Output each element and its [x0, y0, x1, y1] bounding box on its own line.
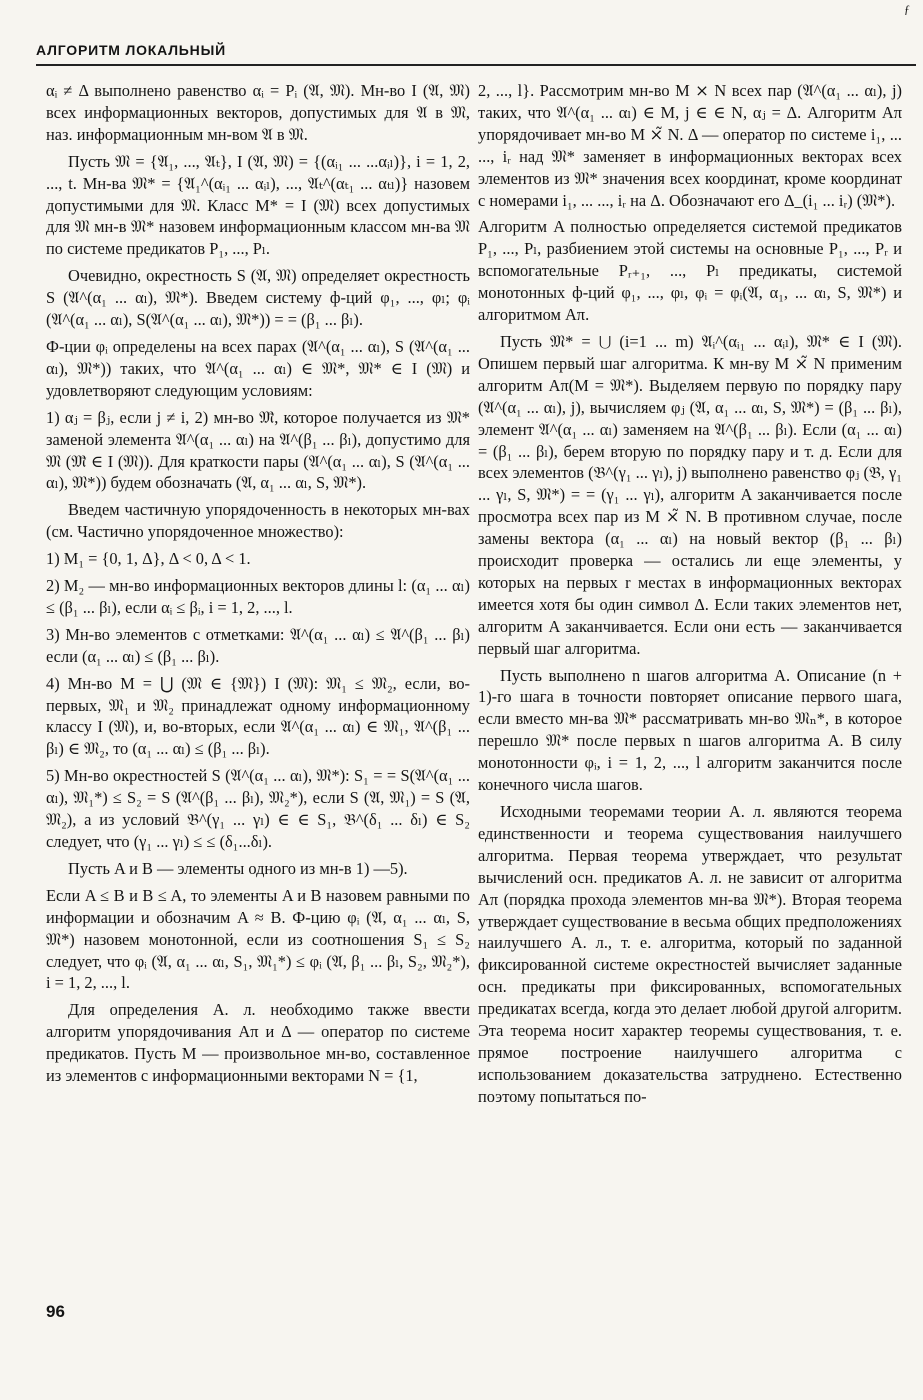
- paragraph: Алгоритм A полностью определяется системой предикатов P₁, ..., Pₗ, разбиением этой системы на основные P₁, ..., Pᵣ и вспомогательные Pᵣ₊₁, ..., Pₗ предикаты, системой монотонных ф-ций φ₁, ..., φₗ, φᵢ = φᵢ(𝔄, α₁, ... αₗ, S, 𝔐*) и алгоритмом Aπ.: [478, 217, 902, 325]
- paragraph: 2, ..., l}. Рассмотрим мн-во M ⨯ N всех пар (𝔄^(α₁ ... αₗ), j) таких, что 𝔄^(α₁ ... αₗ) ∈ M, j ∈ ∈ N, αⱼ = Δ. Алгоритм Aπ упорядочивает мн-во M ⨯̃ N. Δ — оператор по системе i₁, ... ..., iᵣ над 𝔐* заменяет в информационных векторах всех элементов из 𝔐* значения всех координат, кроме координат с номерами i₁, ... ..., iᵣ на Δ. Обозначают его Δ_(i₁ ... iᵣ) (𝔐*).: [478, 81, 902, 210]
- paragraph: 1) M₁ = {0, 1, Δ}, Δ < 0, Δ < 1.: [46, 549, 251, 569]
- page-number: 96: [46, 1302, 65, 1321]
- paragraph: Для определения А. л. необходимо также ввести алгоритм упорядочивания Aπ и Δ — оператор по системе предикатов. Пусть M — произвольное мн-во, составленное из элементов с информационными векторами N = {1,: [46, 1000, 470, 1086]
- paragraph: Ф-ции φᵢ определены на всех парах (𝔄^(α₁ ... αₗ), S (𝔄^(α₁ ... αₗ), 𝔐*)) таких, что 𝔄^(α₁ ... αₗ) ∈ 𝔐*, 𝔐* ∈ I (𝔐) и удовлетворяют следующим условиям:: [46, 336, 470, 400]
- running-header: АЛГОРИТМ ЛОКАЛЬНЫЙ: [36, 42, 226, 58]
- paragraph: Если A ≤ B и B ≤ A, то элементы A и B назовем равными по информации и обозначим A ≈ B. Ф-цию φᵢ (𝔄, α₁ ... αₗ, S, 𝔐*) назовем монотонной, если из соотношения S₁ ≤ S₂ следует, что φᵢ (𝔄, α₁ ... αₗ, S₁, 𝔐₁*) ≤ φᵢ (𝔄, β₁ ... βₗ, S₂, 𝔐₂*), i = 1, 2, ..., l.: [46, 885, 470, 993]
- paragraph: Введем частичную упорядоченность в некоторых мн-вах (см. Частично упорядоченное множество):: [46, 500, 470, 542]
- right-column: [478, 80, 902, 1290]
- paragraph: Пусть 𝔐 = {𝔄₁, ..., 𝔄ₜ}, I (𝔄, 𝔐) = {(αᵢ₁ ... ...αᵢₗ)}, i = 1, 2, ..., t. Мн-ва 𝔐* = {𝔄₁^(αᵢ₁ ... αᵢₗ), ..., 𝔄ₜ^(αₜ₁ ... αₜₗ)} назовем допустимыми для 𝔐. Класс M* = I (𝔐) всех допустимых для 𝔐 мн-в 𝔐* назовем информационным классом мн-ва 𝔐 по системе предикатов P₁, ..., Pₗ.: [46, 151, 470, 259]
- paragraph: 5) Мн-во окрестностей S (𝔄^(α₁ ... αₗ), 𝔐*): S₁ = = S(𝔄^(α₁ ... αₗ), 𝔐₁*) ≤ S₂ = S (𝔄^(β₁ ... βₗ), 𝔐₂*), если S (𝔄, 𝔐₁) = S (𝔄, 𝔐₂), а из условий 𝔅^(γ₁ ... γₗ) ∈ ∈ S₁, 𝔅^(δ₁ ... δₗ) ∈ S₂ следует, что (γ₁ ... γₗ) ≤ ≤ (δ₁...δₗ).: [46, 766, 470, 851]
- paragraph: 3) Мн-во элементов с отметками: 𝔄^(α₁ ... αₗ) ≤ 𝔄^(β₁ ... βₗ) если (α₁ ... αₗ) ≤ (β₁ ... βₗ).: [46, 624, 470, 666]
- left-column: [46, 80, 470, 1290]
- paragraph: 1) αⱼ = βⱼ, если j ≠ i, 2) мн-во 𝔐̃, которое получается из 𝔐* заменой элемента 𝔄^(α₁ ... αₗ) на 𝔄^(β₁ ... βₗ), допустимо для 𝔐 (𝔐̃ ∈ I (𝔐)). Для краткости пары (𝔄^(α₁ ... αₗ), S (𝔄^(α₁ ... αₗ), 𝔐*)) будем обозначать (𝔄, α₁ ... αₗ, S, 𝔐*).: [46, 407, 470, 493]
- corner-mark: ƒ: [904, 2, 910, 16]
- paragraph: Пусть выполнено n шагов алгоритма A. Описание (n + 1)-го шага в точности повторяет описание первого шага, если вместо мн-ва 𝔐* рассматривать мн-во 𝔐ₙ*, в которое перешло 𝔐* после первых n шагов алгоритма A. В силу монотонности φᵢ, i = 1, 2, ..., l алгоритм заканчится после конечного числа шагов.: [478, 665, 902, 795]
- paragraph: Пусть 𝔐* = ⋃ (i=1 ... m) 𝔄ᵢ^(αᵢ₁ ... αᵢₗ), 𝔐* ∈ I (𝔐). Опишем первый шаг алгоритма. К мн-ву M ⨯̃ N применим алгоритм Aπ(M = 𝔐*). Выделяем первую по порядку пару (𝔄^(α₁ ... αₗ), j), вычисляем φⱼ (𝔄, α₁ ... αₗ, S, 𝔐*) = (β₁ ... βₗ), элемент 𝔄^(α₁ ... αₗ) заменяем на 𝔄^(β₁ ... βₗ). Если (α₁ ... αₗ) = (β₁ ... βₗ), берем вторую по порядку пару и т. д. Если для всех элементов (𝔅^(γ₁ ... γₗ), j) выполнено равенство φⱼ (𝔅, γ₁ ... γₗ, S, 𝔐*) = = (γ₁ ... γₗ), алгоритм A заканчивается после просмотра всех пар из M ⨯̃ N. В противном случае, после замены вектора (α₁ ... αₗ) на новый вектор (β₁ ... βₗ) происходит проверка — остались ли еще элементы, у которых на первых r местах в информационных векторах имеется хотя бы один символ Δ. Если таких элементов нет, алгоритм A заканчивается. Если они есть — заканчивается первый шаг алгоритма.: [478, 331, 902, 658]
- paragraph: Исходными теоремами теории А. л. являются теорема единственности и теорема существования наилучшего алгоритма. Первая теорема утверждает, что результат вычислений осн. предикатов А. л. не зависит от алгоритма Aπ (порядка прохода элементов мн-ва 𝔐*). Вторая теорема утверждает существование в весьма общих предположениях наилучшего А. л., т. е. алгоритма, который по заданной фиксированной системе окрестностей вычисляет заданные осн. предикаты при фиксированных, вспомогательных предикатах всегда, когда это делает любой другой алгоритм. Эта теорема носит характер теоремы существования, т. е. прямое построение наилучшего алгоритма с использованием доказательства затруднено. Естественно поэтому попытаться по-: [478, 802, 902, 1106]
- paragraph: 2) M₂ — мн-во информационных векторов длины l: (α₁ ... αₗ) ≤ (β₁ ... βₗ), если αᵢ ≤ βᵢ, i = 1, 2, ..., l.: [46, 576, 470, 617]
- header-rule: [36, 64, 916, 66]
- paragraph: 4) Мн-во M = ⋃ (𝔐 ∈ {𝔐}) I (𝔐): 𝔐₁ ≤ 𝔐₂, если, во-первых, 𝔐₁ и 𝔐₂ принадлежат одному информационному классу I (𝔐), и, во-вторых, если 𝔄^(α₁ ... αₗ) ∈ 𝔐₁, 𝔄^(β₁ ... βₗ) ∈ 𝔐₂, то (α₁ ... αₗ) ≤ (β₁ ... βₗ).: [46, 673, 470, 759]
- paragraph: Очевидно, окрестность S (𝔄, 𝔐) определяет окрестность S (𝔄^(α₁ ... αₗ), 𝔐*). Введем систему ф-ций φ₁, ..., φₗ; φᵢ (𝔄^(α₁ ... αₗ), S(𝔄^(α₁ ... αₗ), 𝔐*)) = = (β₁ ... βₗ).: [46, 266, 470, 330]
- paragraph: αᵢ ≠ Δ выполнено равенство αᵢ = Pᵢ (𝔄, 𝔐). Мн-во I (𝔄, 𝔐) всех информационных векторов, допустимых для 𝔄 в 𝔐, наз. информационным мн-вом 𝔄 в 𝔐.: [46, 81, 470, 144]
- paragraph: Пусть A и B — элементы одного из мн-в 1) —5).: [68, 858, 408, 878]
